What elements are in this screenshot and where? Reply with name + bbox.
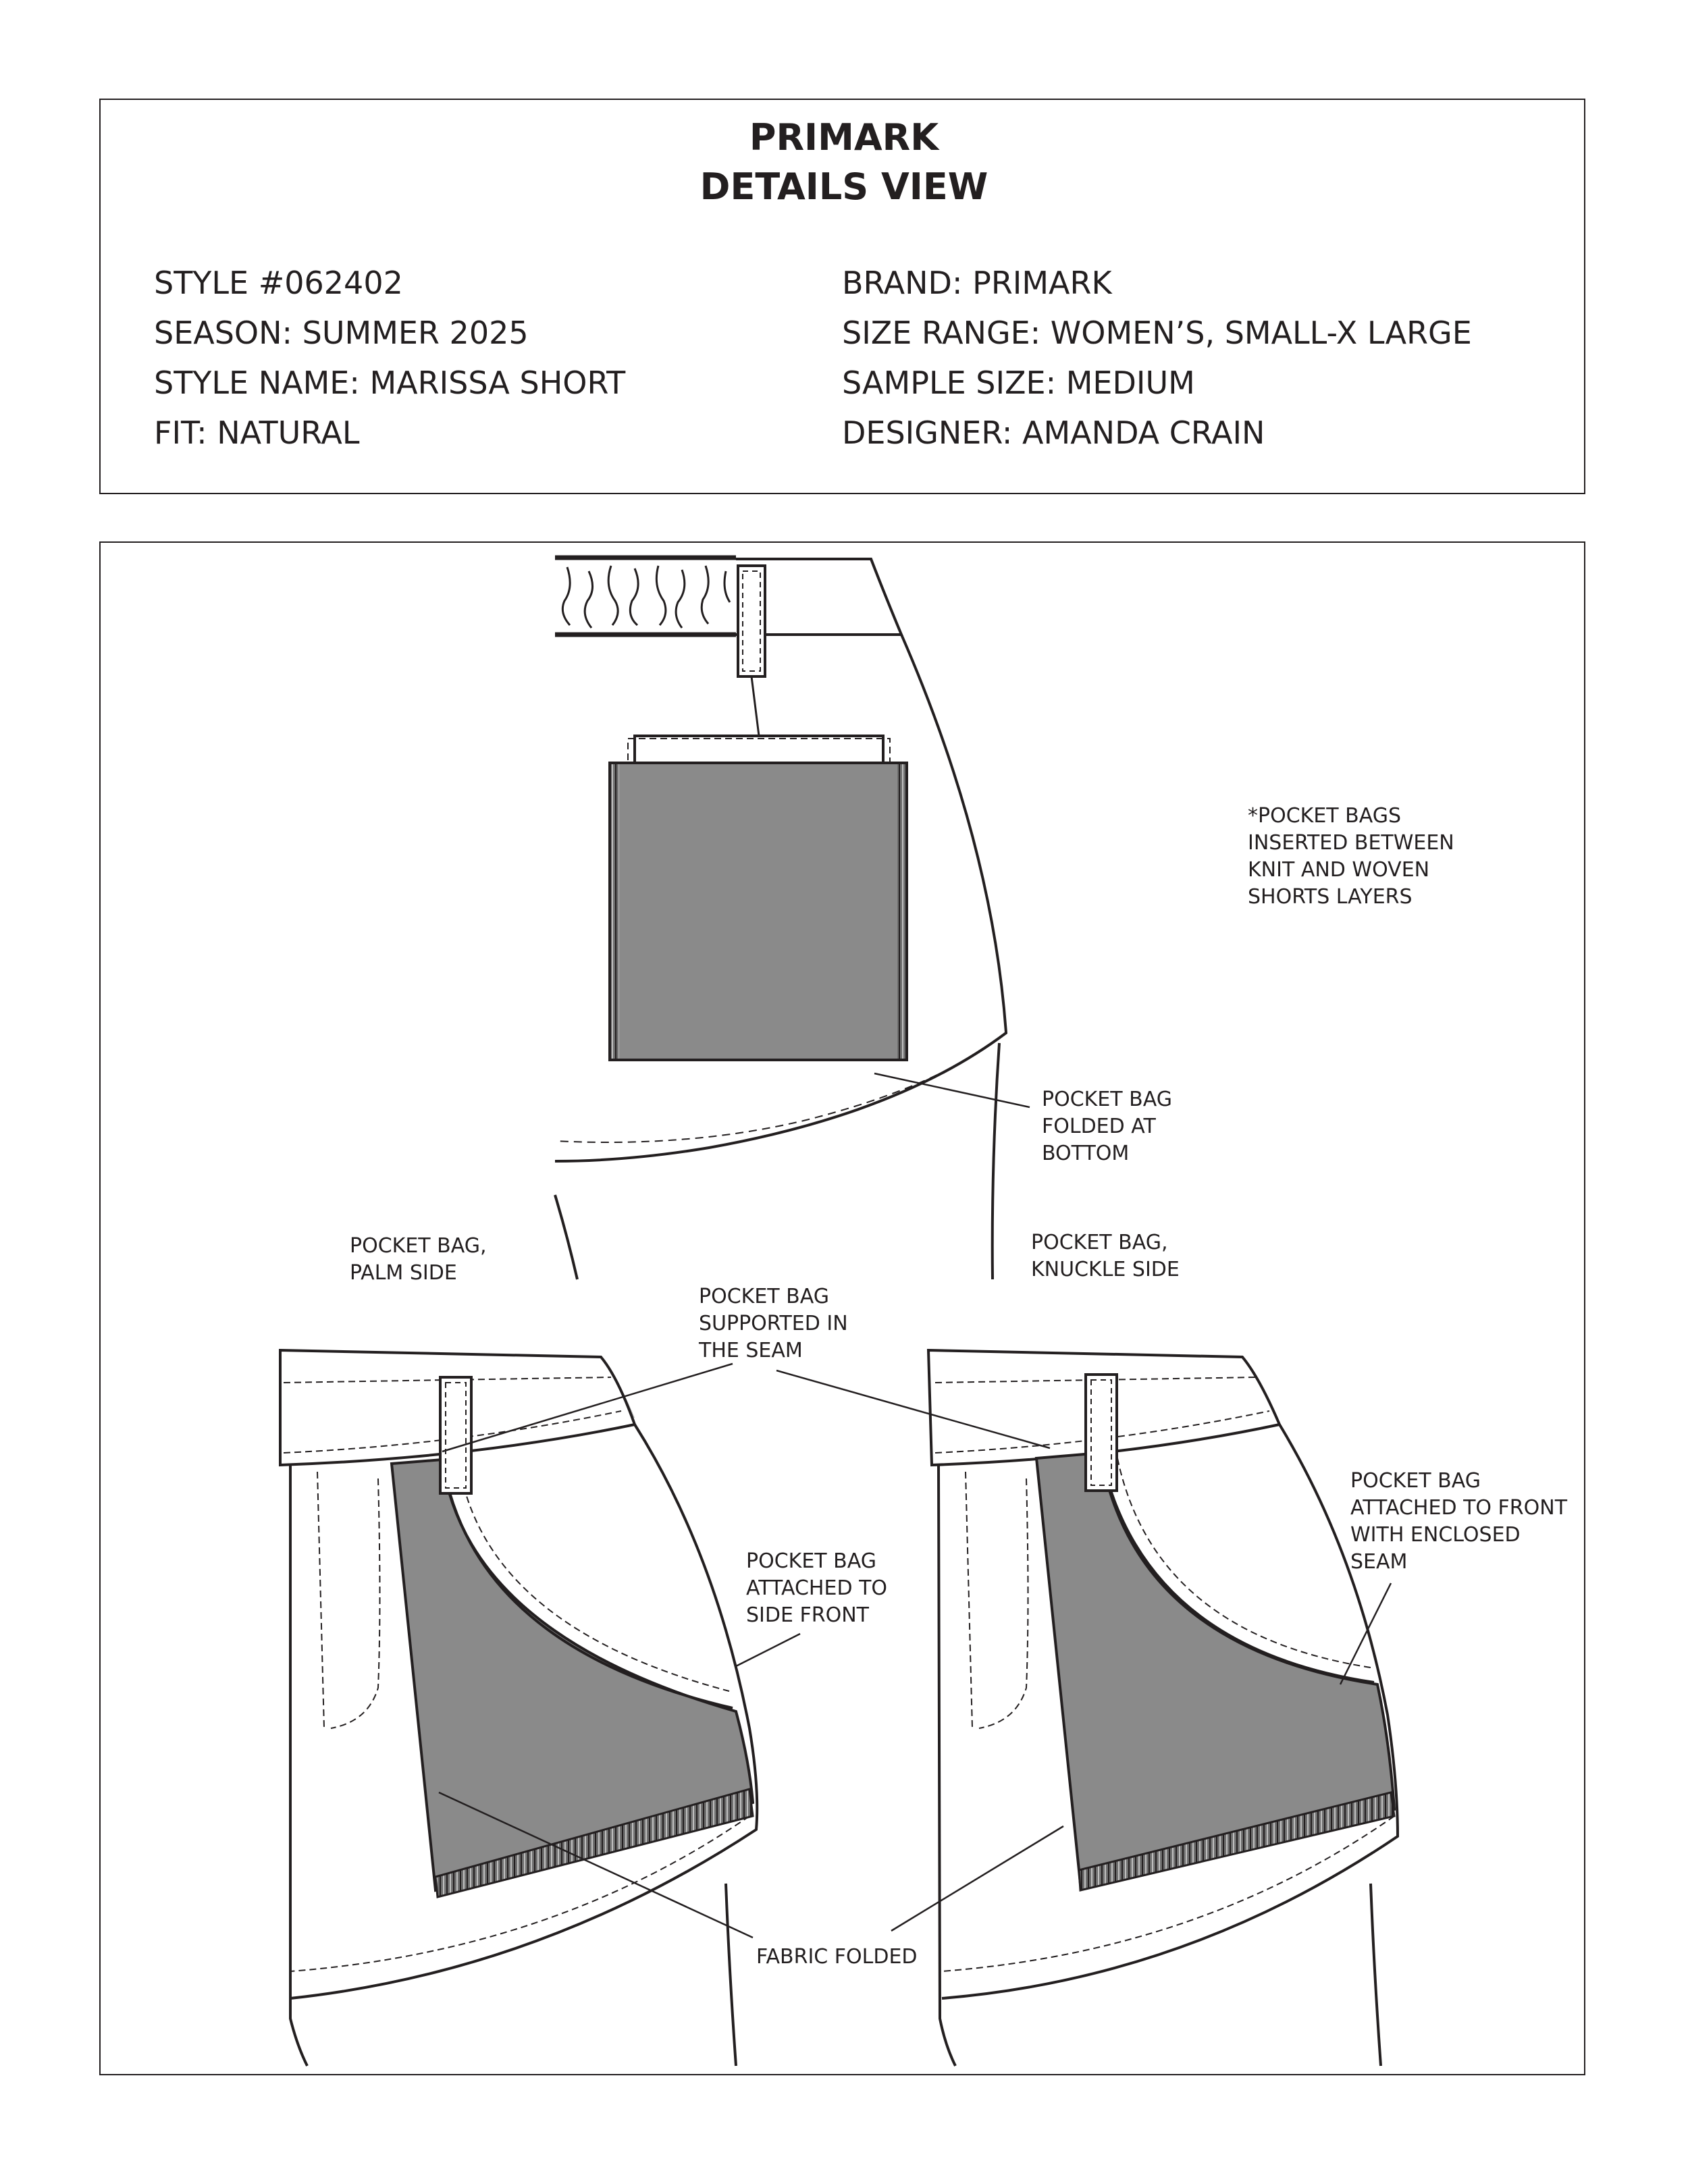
svg-text:BOTTOM: BOTTOM: [1042, 1142, 1130, 1165]
knuckle-side-view: [928, 1350, 1398, 2066]
svg-text:PALM SIDE: PALM SIDE: [350, 1261, 457, 1285]
spec-designer: DESIGNER: AMANDA CRAIN: [842, 415, 1265, 451]
spec-season: SEASON: SUMMER 2025: [154, 315, 529, 351]
svg-text:POCKET BAG: POCKET BAG: [746, 1549, 876, 1573]
spec-style-name: STYLE NAME: MARISSA SHORT: [154, 365, 626, 401]
svg-text:POCKET BAG,: POCKET BAG,: [350, 1234, 487, 1258]
spec-brand: BRAND: PRIMARK: [842, 265, 1112, 301]
note-palm-side: [350, 1234, 487, 1285]
svg-text:POCKET BAG: POCKET BAG: [699, 1285, 829, 1308]
pocket-bag-folded: [610, 763, 907, 1060]
svg-text:KNIT AND WOVEN: KNIT AND WOVEN: [1248, 858, 1430, 882]
note-attached-front-enclosed: [1350, 1469, 1568, 1574]
svg-text:POCKET BAG: POCKET BAG: [1350, 1469, 1481, 1493]
spec-fit: FIT: NATURAL: [154, 415, 360, 451]
note-supported-seam: [698, 1285, 848, 1362]
svg-text:ATTACHED TO FRONT: ATTACHED TO FRONT: [1350, 1496, 1568, 1520]
belt-loop-top: [738, 566, 765, 676]
svg-text:ATTACHED TO: ATTACHED TO: [746, 1576, 888, 1600]
svg-text:INSERTED BETWEEN: INSERTED BETWEEN: [1248, 831, 1454, 855]
svg-text:POCKET BAG,: POCKET BAG,: [1031, 1231, 1168, 1254]
spec-sample-size: SAMPLE SIZE: MEDIUM: [842, 365, 1195, 401]
knit-waistband: [555, 558, 736, 635]
pocket-bag-fold-edge: [635, 736, 883, 763]
note-inserted: [1248, 804, 1454, 909]
svg-text:SUPPORTED IN: SUPPORTED IN: [699, 1312, 848, 1335]
svg-text:SEAM: SEAM: [1350, 1550, 1408, 1574]
svg-text:SHORTS LAYERS: SHORTS LAYERS: [1248, 885, 1413, 909]
top-detail-view: [555, 558, 1006, 1279]
svg-text:KNUCKLE SIDE: KNUCKLE SIDE: [1031, 1258, 1180, 1281]
belt-loop-palm: [440, 1377, 471, 1493]
note-knuckle-side: [1031, 1231, 1180, 1281]
spec-size-range: SIZE RANGE: WOMEN’S, SMALL-X LARGE: [842, 315, 1472, 351]
svg-text:POCKET BAG: POCKET BAG: [1042, 1088, 1172, 1111]
svg-text:SIDE FRONT: SIDE FRONT: [746, 1603, 869, 1627]
brand-title: PRIMARK: [749, 116, 939, 159]
belt-loop-knuckle: [1086, 1375, 1117, 1491]
svg-text:FOLDED AT: FOLDED AT: [1042, 1115, 1156, 1138]
note-folded-bottom: [1042, 1088, 1172, 1165]
svg-text:*POCKET BAGS: *POCKET BAGS: [1248, 804, 1402, 828]
view-title: DETAILS VIEW: [700, 165, 988, 208]
svg-text:WITH ENCLOSED: WITH ENCLOSED: [1350, 1523, 1521, 1547]
palm-side-view: [280, 1350, 757, 2066]
spec-style-number: STYLE #062402: [154, 265, 403, 301]
svg-text:THE SEAM: THE SEAM: [699, 1339, 803, 1362]
note-attached-side-front: [746, 1549, 887, 1627]
note-fabric-folded: FABRIC FOLDED: [756, 1945, 918, 1969]
